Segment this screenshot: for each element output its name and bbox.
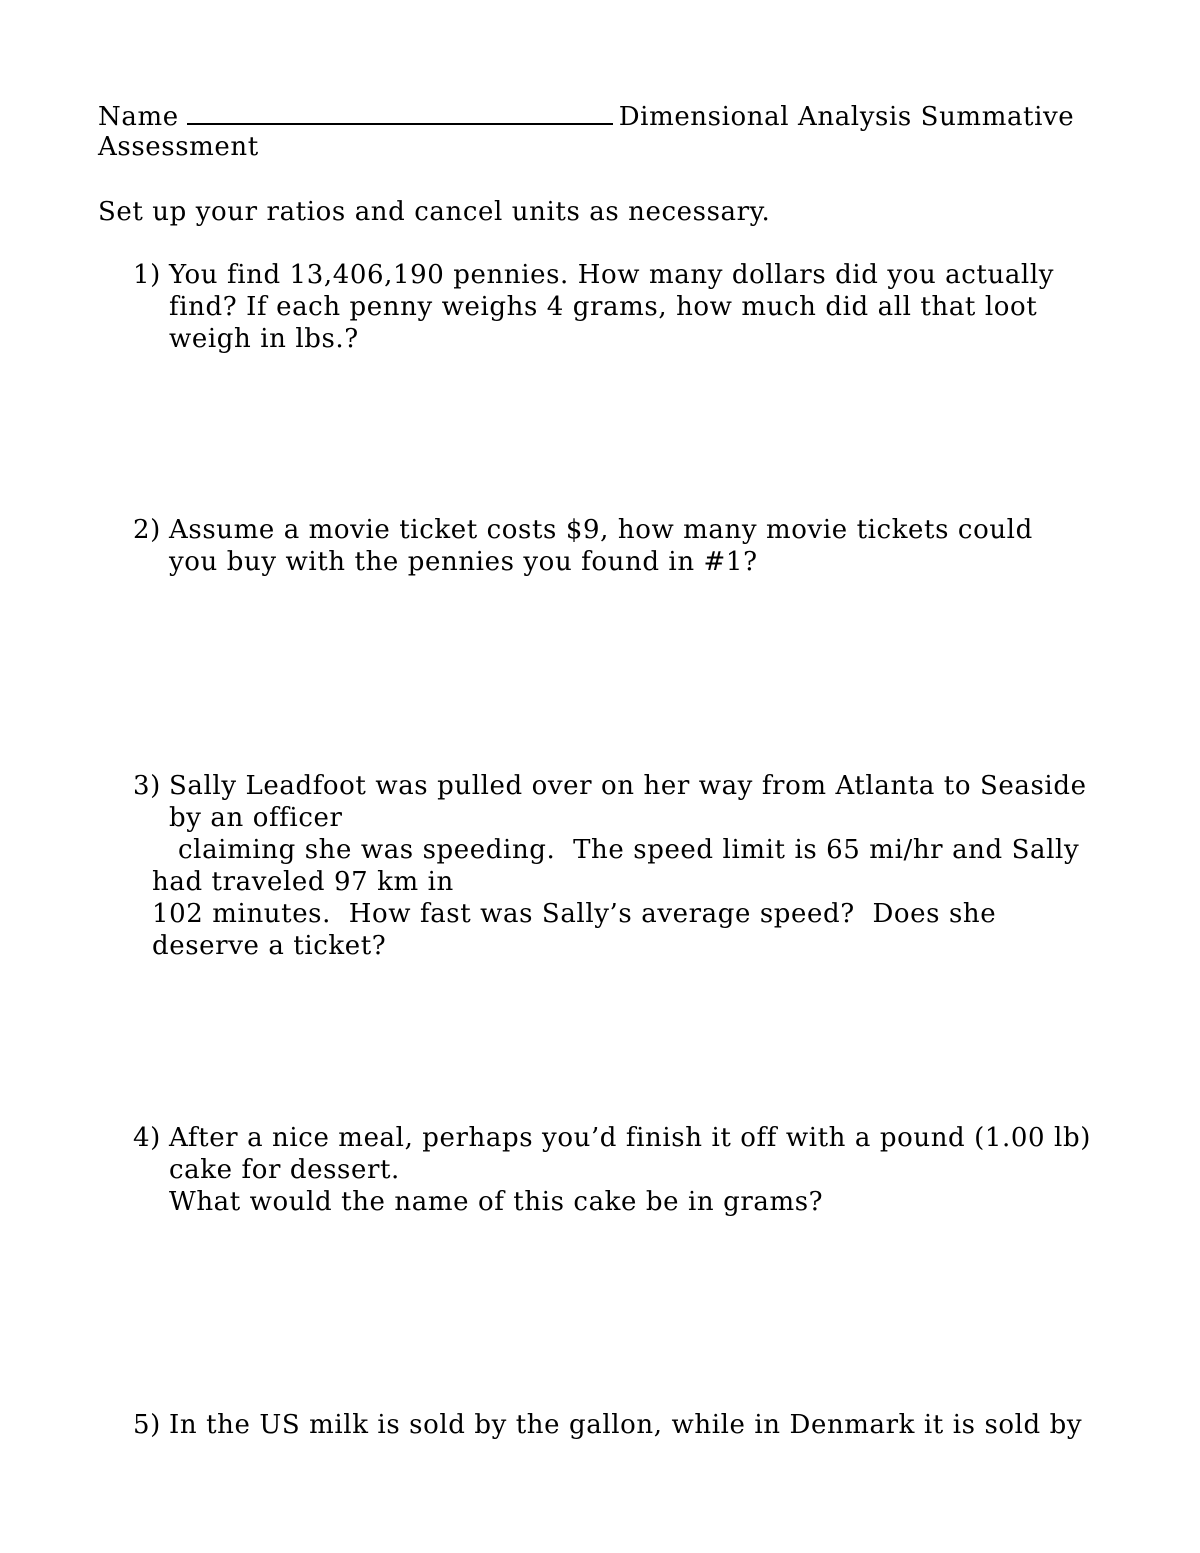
question-5 [133, 1409, 1082, 1441]
name-label: Name [98, 102, 179, 132]
question-text: Sally Leadfoot was pulled over on her way from Atlanta to Seaside [169, 771, 1087, 801]
question-3 [133, 770, 1087, 802]
question-number: 4) [133, 1123, 161, 1153]
question-text: deserve a ticket? [152, 931, 387, 961]
worksheet-title-continued: Assessment [98, 132, 259, 162]
question-number: 5) [133, 1410, 161, 1440]
question-number: 3) [133, 771, 161, 801]
question-text: Assume a movie ticket costs $9, how many movie tickets could [169, 515, 1033, 545]
name-blank[interactable] [187, 99, 613, 125]
question-text: What would the name of this cake be in grams? [169, 1187, 824, 1217]
question-1 [133, 259, 1054, 291]
question-text: You find 13,406,190 pennies. How many dollars did you actually [169, 260, 1055, 290]
question-text: by an officer [169, 803, 343, 833]
question-text: you buy with the pennies you found in #1? [169, 547, 758, 577]
instructions: Set up your ratios and cancel units as necessary. [98, 197, 771, 227]
header-line [98, 99, 1074, 131]
question-text: claiming she was speeding. The speed limit is 65 mi/hr and Sally [178, 835, 1080, 865]
question-number: 1) [133, 260, 161, 290]
question-2 [133, 514, 1033, 546]
question-text: After a nice meal, perhaps you’d finish it off with a pound (1.00 lb) [169, 1123, 1091, 1153]
question-number: 2) [133, 515, 161, 545]
worksheet-title: Dimensional Analysis Summative [618, 102, 1075, 132]
question-text: cake for dessert. [169, 1155, 400, 1185]
question-4 [133, 1122, 1091, 1154]
question-text: find? If each penny weighs 4 grams, how much did all that loot [169, 292, 1038, 322]
question-text: 102 minutes. How fast was Sally’s average speed? Does she [152, 899, 997, 929]
question-text: weigh in lbs.? [169, 324, 359, 354]
question-text: In the US milk is sold by the gallon, while in Denmark it is sold by [169, 1410, 1083, 1440]
question-text: had traveled 97 km in [152, 867, 454, 897]
